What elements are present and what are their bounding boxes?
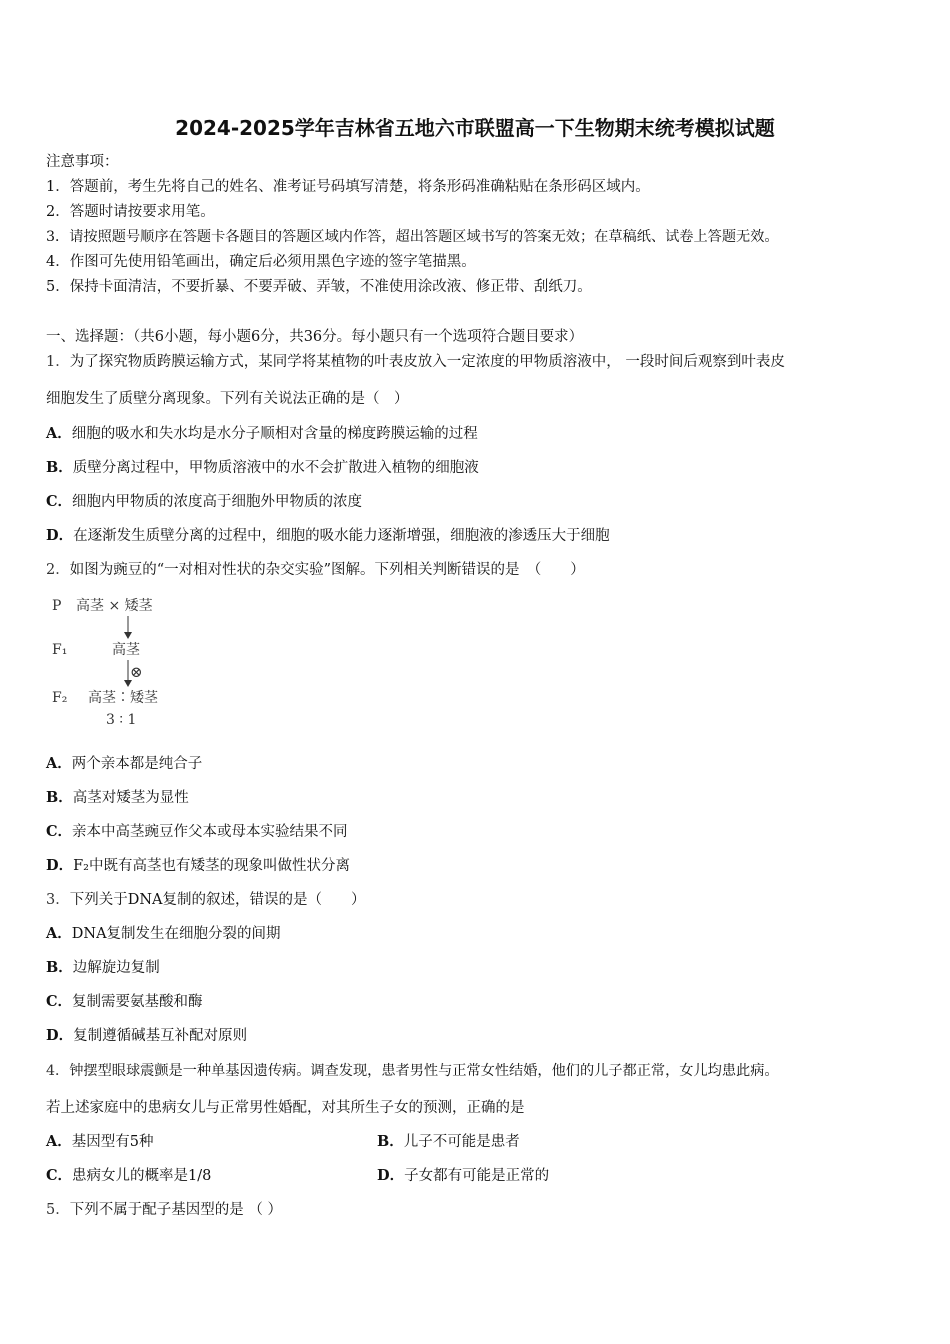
question-2-option-a: A．两个亲本都是纯合子 [46,755,203,772]
notice-item: 4．作图可先使用铅笔画出，确定后必须用黑色字迹的签字笔描黑。 [46,254,476,270]
section-heading: 一、选择题：（共6小题，每小题6分，共36分。每小题只有一个选项符合题目要求） [46,329,584,345]
f2-phenotype-text: 高茎∶矮茎 [88,690,158,706]
question-number: 2． [46,562,70,578]
selfing-symbol-icon: ⊗ [130,663,143,681]
question-4-option-c: C．患病女儿的概率是1/8 [46,1167,212,1184]
notice-item: 2．答题时请按要求用笔。 [46,204,215,220]
question-2-option-c: C．亲本中高茎豌豆作父本或母本实验结果不同 [46,823,348,840]
question-2-option-b: B．高茎对矮茎为显性 [46,789,189,806]
question-4-stem-cont: 若上述家庭中的患病女儿与正常男性婚配，对其所生子女的预测，正确的是 [46,1100,525,1116]
notice-item: 5．保持卡面清洁，不要折暴、不要弄破、弄皱，不准使用涂改液、修正带、刮纸刀。 [46,279,592,295]
question-1-option-a: A．细胞的吸水和失水均是水分子顺相对含量的梯度跨膜运输的过程 [46,425,478,442]
question-4-option-b: B．儿子不可能是患者 [377,1133,520,1150]
question-2-stem [46,560,585,580]
question-3-option-c: C．复制需要氨基酸和酶 [46,993,203,1010]
question-2-option-d: D．F₂中既有高茎也有矮茎的现象叫做性状分离 [46,857,350,874]
question-number: 4． [46,1063,70,1079]
question-text: 钟摆型眼球震颤是一种单基因遗传病。调查发现，患者男性与正常女性结婚，他们的儿子都正常，女儿均患此病。 [69,1063,779,1079]
question-4-stem [46,1061,779,1081]
question-number: 3． [46,892,70,908]
generation-p-label: P [52,598,62,614]
notice-item: 3．请按照题号顺序在答题卡各题目的答题区域内作答，超出答题区域书写的答案无效；在草稿纸、试卷上答题无效。 [46,229,779,245]
arrow-down-icon [124,632,132,639]
question-4-option-d: D．子女都有可能是正常的 [377,1167,550,1184]
question-3-option-b: B．边解旋边复制 [46,959,160,976]
question-1-option-d: D．在逐渐发生质壁分离的过程中，细胞的吸水能力逐渐增强，细胞液的渗透压大于细胞 [46,527,610,544]
generation-f2-label: F₂ [52,690,68,706]
question-text: 下列不属于配子基因型的是 （ ） [69,1202,282,1218]
f2-ratio-text: 3 ∶ 1 [106,712,137,728]
question-3-option-d: D．复制遵循碱基互补配对原则 [46,1027,248,1044]
pea-cross-diagram [44,590,204,735]
arrow-down-icon [124,680,132,687]
question-3-option-a: A．DNA复制发生在细胞分裂的间期 [46,925,281,942]
f1-phenotype-text: 高茎 [112,642,140,658]
question-4-option-a: A．基因型有5种 [46,1133,154,1150]
question-1-option-c: C．细胞内甲物质的浓度高于细胞外甲物质的浓度 [46,493,363,510]
generation-f1-label: F₁ [52,642,68,658]
question-1-stem-cont: 细胞发生了质壁分离现象。下列有关说法正确的是（ ） [46,391,409,407]
notice-heading: 注意事项： [46,154,119,170]
notice-item: 1．答题前，考生先将自己的姓名、准考证号码填写清楚，将条形码准确粘贴在条形码区域内。 [46,179,650,195]
question-text: 为了探究物质跨膜运输方式，某同学将某植物的叶表皮放入一定浓度的甲物质溶液中， 一段时间后观察到叶表皮 [69,354,785,370]
question-1-stem [46,352,785,372]
question-text: 如图为豌豆的“一对相对性状的杂交实验”图解。下列相关判断错误的是 （ ） [69,562,585,578]
question-1-option-b: B．质壁分离过程中，甲物质溶液中的水不会扩散进入植物的细胞液 [46,459,479,476]
page-title: 2024-2025学年吉林省五地六市联盟高一下生物期末统考模拟试题 [175,116,775,140]
parent-cross-text: 高茎 × 矮茎 [76,598,153,614]
question-number: 5． [46,1202,70,1218]
question-text: 下列关于DNA复制的叙述，错误的是（ ） [69,892,366,908]
question-5-stem [46,1200,282,1220]
question-number: 1． [46,354,70,370]
question-3-stem [46,890,366,910]
